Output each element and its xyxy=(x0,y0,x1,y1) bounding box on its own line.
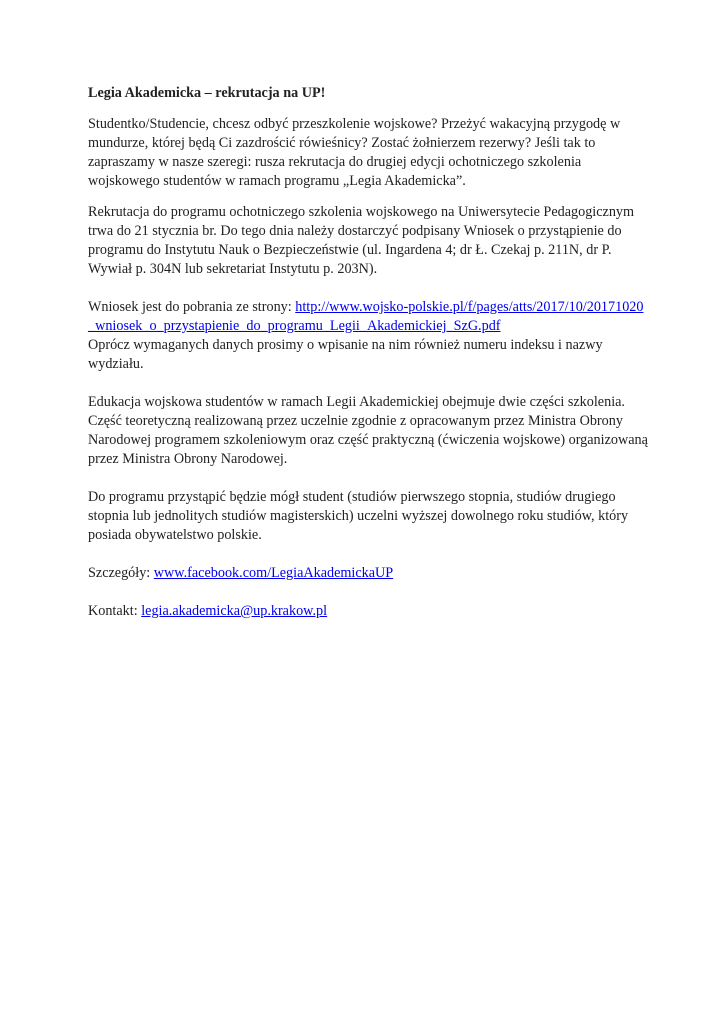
details-line xyxy=(88,564,648,583)
contact-label: Kontakt: xyxy=(88,603,142,619)
email-link[interactable]: legia.akademicka@up.krakow.pl xyxy=(141,603,328,619)
eligibility-paragraph: Do programu przystąpić będzie mógł student (studiów pierwszego stopnia, studiów drugiego stopnia lub jednolitych studiów magisterskich) uczelni wyższej dowolnego roku studiów, który posiada obywatelstwo polskie. xyxy=(88,489,629,543)
intro-paragraph: Studentko/Studencie, chcesz odbyć przeszkolenie wojskowe? Przeżyć wakacyjną przygodę w mundurze, której będą Ci zazdrościć rówieśnicy? Zostać żołnierzem rezerwy? Jeśli tak to zapraszamy w nasze szeregi: rusza rekrutacja do drugiej edycji ochotniczego szkolenia wojskowego studentów w ramach programu „Legia Akademicka”. xyxy=(88,116,621,189)
details-label: Szczegóły: xyxy=(88,565,154,581)
download-prefix: Wniosek jest do pobrania ze strony: xyxy=(88,299,296,315)
download-link[interactable]: http://www.wojsko-polskie.pl/f/pages/atts/2017/10/20171020_wniosek_o_przystapienie_do_programu_Legii_Akademickiej_SzG.pdf xyxy=(88,299,644,334)
document-page xyxy=(88,84,648,621)
contact-line xyxy=(88,602,648,621)
document-title: Legia Akademicka – rekrutacja na UP! xyxy=(88,85,326,101)
download-section xyxy=(88,298,648,374)
facebook-link[interactable]: www.facebook.com/LegiaAkademickaUP xyxy=(153,565,394,581)
recruitment-paragraph: Rekrutacja do programu ochotniczego szkolenia wojskowego na Uniwersytecie Pedagogicznym trwa do 21 stycznia br. Do tego dnia należy dostarczyć podpisany Wniosek o przystąpienie do programu do Instytutu Nauk o Bezpieczeństwie (ul. Ingardena 4; dr Ł. Czekaj p. 211N, dr P. Wywiał p. 304N lub sekretariat Instytutu p. 203N). xyxy=(88,204,635,277)
download-note: Oprócz wymaganych danych prosimy o wpisanie na nim również numeru indeksu i nazwy wydziału. xyxy=(88,337,603,372)
education-paragraph: Edukacja wojskowa studentów w ramach Legii Akademickiej obejmuje dwie części szkolenia. Część teoretyczną realizowaną przez uczelnie zgodnie z opracowanym przez Ministra Obrony Narodowej programem szkoleniowym oraz część praktyczną (ćwiczenia wojskowe) organizowaną przez Ministra Obrony Narodowej. xyxy=(88,394,648,467)
